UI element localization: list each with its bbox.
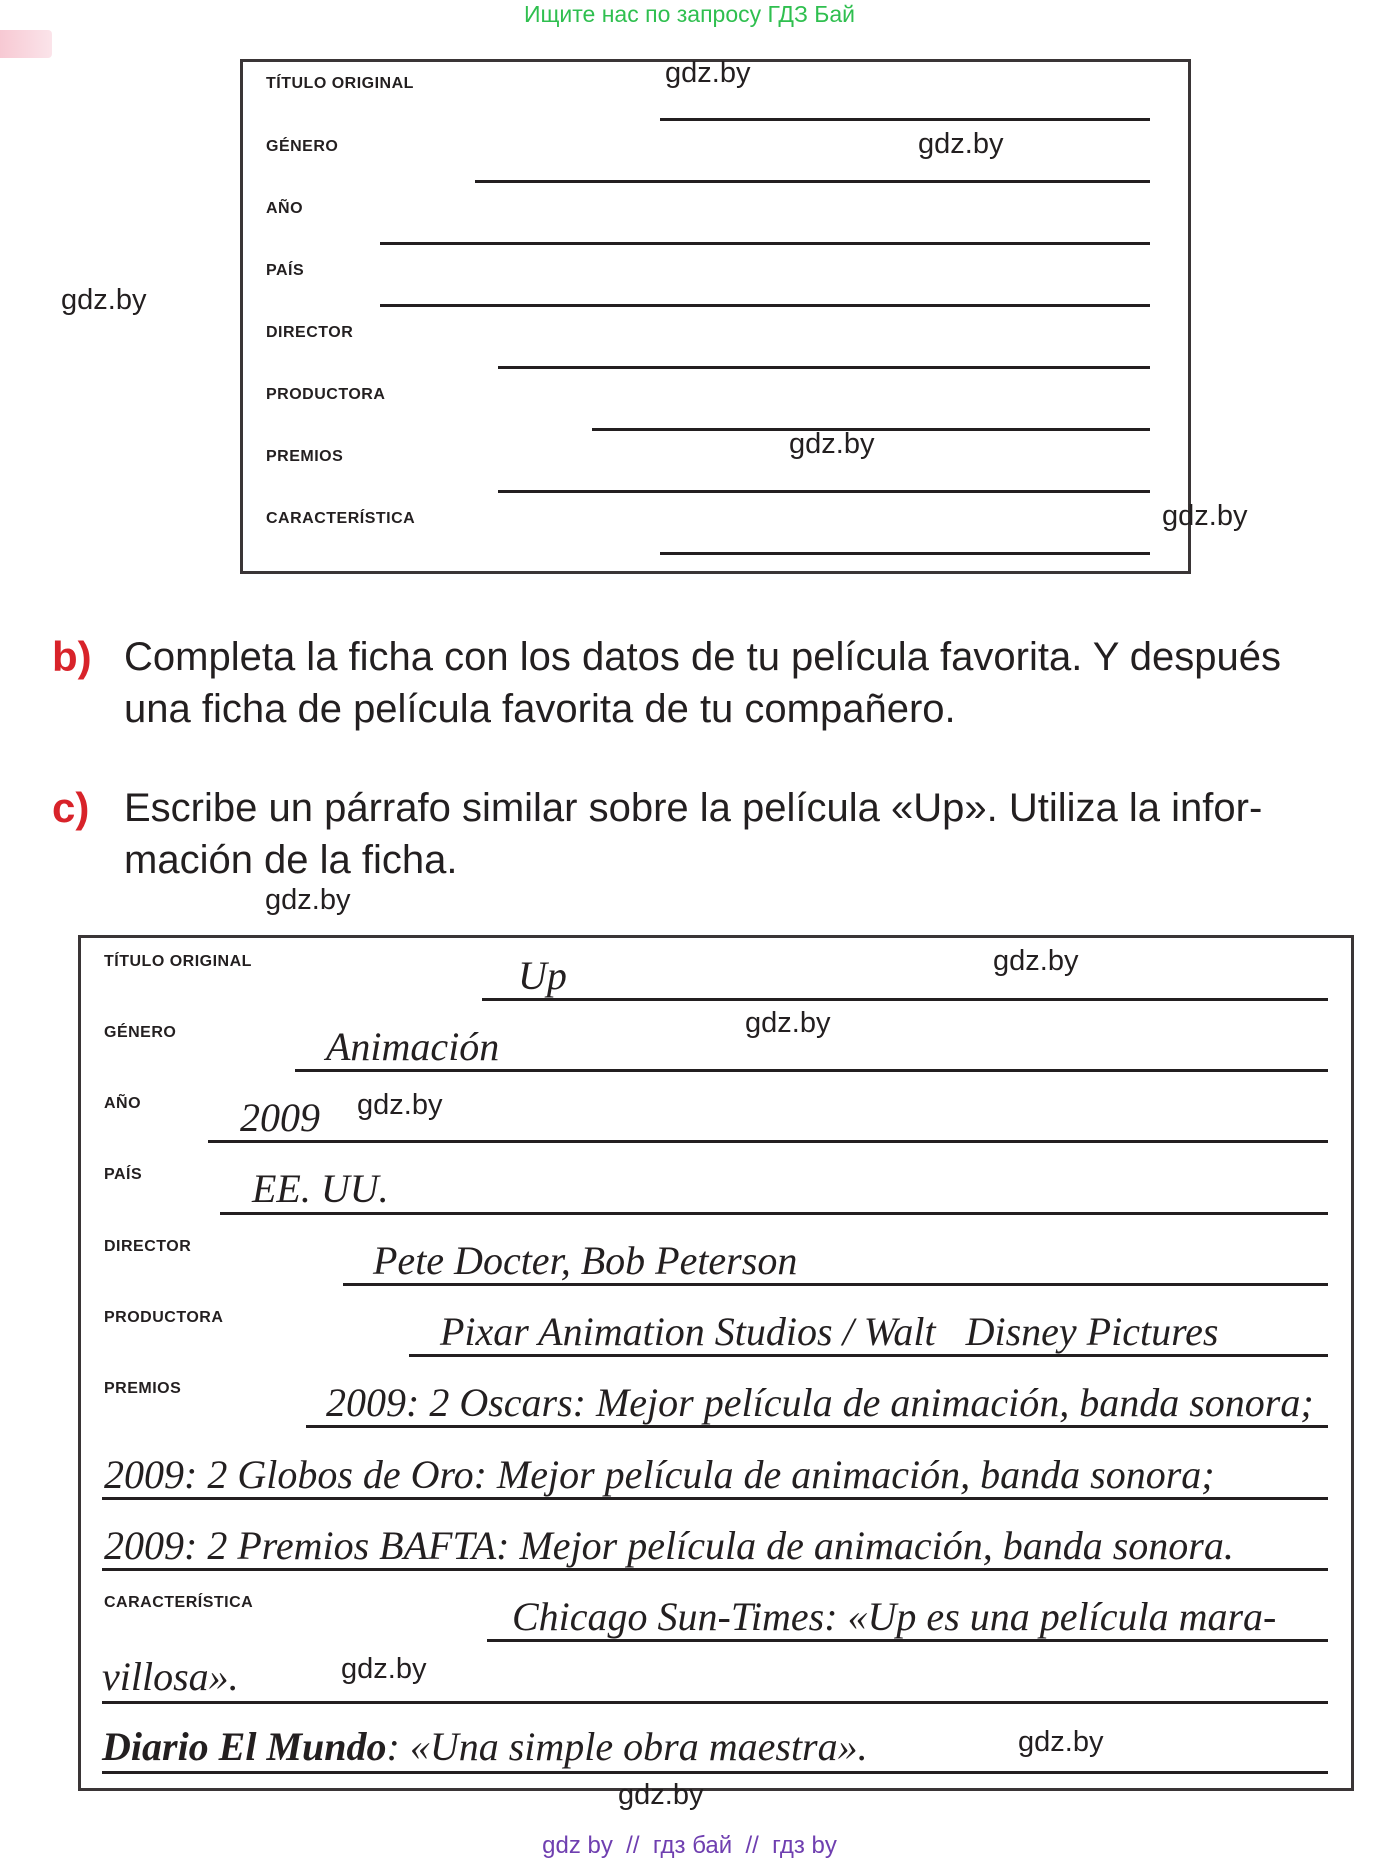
blank-line-genero[interactable]: [475, 180, 1150, 183]
filled-line-titulo: [482, 998, 1328, 1001]
filled-label-titulo-original: TÍTULO ORIGINAL: [104, 953, 252, 970]
filled-line-premios-3: [102, 1568, 1328, 1571]
answer-titulo: Up: [518, 953, 567, 998]
filled-line-caracteristica-1: [487, 1639, 1328, 1642]
watermark-11: gdz.by: [1018, 1726, 1104, 1758]
answer-genero: Animación: [326, 1024, 500, 1069]
filled-line-genero: [295, 1069, 1328, 1072]
label-pais: PAÍS: [266, 262, 305, 279]
exercise-c-line-2: mación de la ficha.: [124, 838, 458, 882]
answer-premios-3: 2009: 2 Premios BAFTA: Mejor película de animación, banda sonora.: [104, 1523, 1234, 1568]
filled-line-caracteristica-2: [102, 1701, 1328, 1704]
answer-pais: EE. UU.: [252, 1166, 389, 1211]
blank-line-pais[interactable]: [380, 304, 1150, 307]
filled-line-productora: [409, 1354, 1328, 1357]
blank-line-caracteristica[interactable]: [660, 552, 1150, 555]
filled-label-productora: PRODUCTORA: [104, 1309, 224, 1326]
watermark-2: gdz.by: [918, 128, 1004, 160]
exercise-b-letter: b): [52, 633, 92, 680]
answer-caracteristica-3: [102, 1724, 868, 1770]
answer-caracteristica-2: villosa».: [102, 1654, 239, 1699]
watermark-3: gdz.by: [61, 284, 147, 316]
watermark-12: gdz.by: [618, 1779, 704, 1811]
blank-line-titulo[interactable]: [660, 118, 1150, 121]
filled-line-caracteristica-3: [102, 1771, 1328, 1774]
watermark-6: gdz.by: [265, 884, 351, 916]
blank-line-director[interactable]: [498, 366, 1150, 369]
answer-premios-1: 2009: 2 Oscars: Mejor película de animación, banda sonora;: [326, 1380, 1314, 1425]
exercise-b-line-1: Completa la ficha con los datos de tu película favorita. Y después: [124, 635, 1282, 679]
filled-line-ano: [208, 1140, 1328, 1143]
watermark-4: gdz.by: [789, 428, 875, 460]
filled-label-ano: AÑO: [104, 1095, 142, 1112]
answer-premios-2: 2009: 2 Globos de Oro: Mejor película de animación, banda sonora;: [104, 1452, 1215, 1497]
exercise-c-line-1: Escribe un párrafo similar sobre la película «Up». Utiliza la infor-: [124, 786, 1263, 830]
label-titulo-original: TÍTULO ORIGINAL: [266, 75, 414, 92]
answer-productora: Pixar Animation Studios / Walt Disney Pictures: [440, 1309, 1219, 1354]
filled-label-caracteristica: CARACTERÍSTICA: [104, 1594, 254, 1611]
answer-director: Pete Docter, Bob Peterson: [373, 1238, 798, 1283]
filled-line-premios-2: [102, 1497, 1328, 1500]
blank-line-premios[interactable]: [498, 490, 1150, 493]
top-banner[interactable]: Ищите нас по запросу ГДЗ Бай: [523, 1, 856, 27]
label-productora: PRODUCTORA: [266, 386, 386, 403]
watermark-7: gdz.by: [993, 945, 1079, 977]
filled-label-director: DIRECTOR: [104, 1238, 192, 1255]
filled-line-director: [343, 1283, 1328, 1286]
watermark-8: gdz.by: [745, 1007, 831, 1039]
answer-caracteristica-1: Chicago Sun-Times: «Up es una película mara-: [512, 1594, 1277, 1639]
filled-label-pais: PAÍS: [104, 1166, 143, 1183]
label-director: DIRECTOR: [266, 324, 354, 341]
blank-film-card: [240, 59, 1191, 574]
watermark-9: gdz.by: [357, 1089, 443, 1121]
label-genero: GÉNERO: [266, 138, 339, 155]
answer-caracteristica-3-quote: : «Una simple obra maestra».: [386, 1724, 868, 1769]
label-premios: PREMIOS: [266, 448, 344, 465]
filled-label-genero: GÉNERO: [104, 1024, 177, 1041]
watermark-1: gdz.by: [665, 57, 751, 89]
footer-links[interactable]: gdz by // гдз бай // гдз by: [542, 1832, 837, 1859]
answer-ano: 2009: [240, 1095, 320, 1140]
blank-line-ano[interactable]: [380, 242, 1150, 245]
page-corner-tab: [0, 30, 52, 58]
watermark-10: gdz.by: [341, 1653, 427, 1685]
label-caracteristica: CARACTERÍSTICA: [266, 510, 416, 527]
watermark-5: gdz.by: [1162, 500, 1248, 532]
filled-line-pais: [220, 1212, 1328, 1215]
label-ano: AÑO: [266, 200, 304, 217]
exercise-b-line-2: una ficha de película favorita de tu compañero.: [124, 687, 956, 731]
exercise-c-letter: c): [52, 784, 90, 831]
answer-caracteristica-3-source: Diario El Mundo: [102, 1724, 387, 1769]
filled-film-card: [78, 935, 1354, 1791]
filled-line-premios-1: [306, 1425, 1328, 1428]
filled-label-premios: PREMIOS: [104, 1380, 182, 1397]
